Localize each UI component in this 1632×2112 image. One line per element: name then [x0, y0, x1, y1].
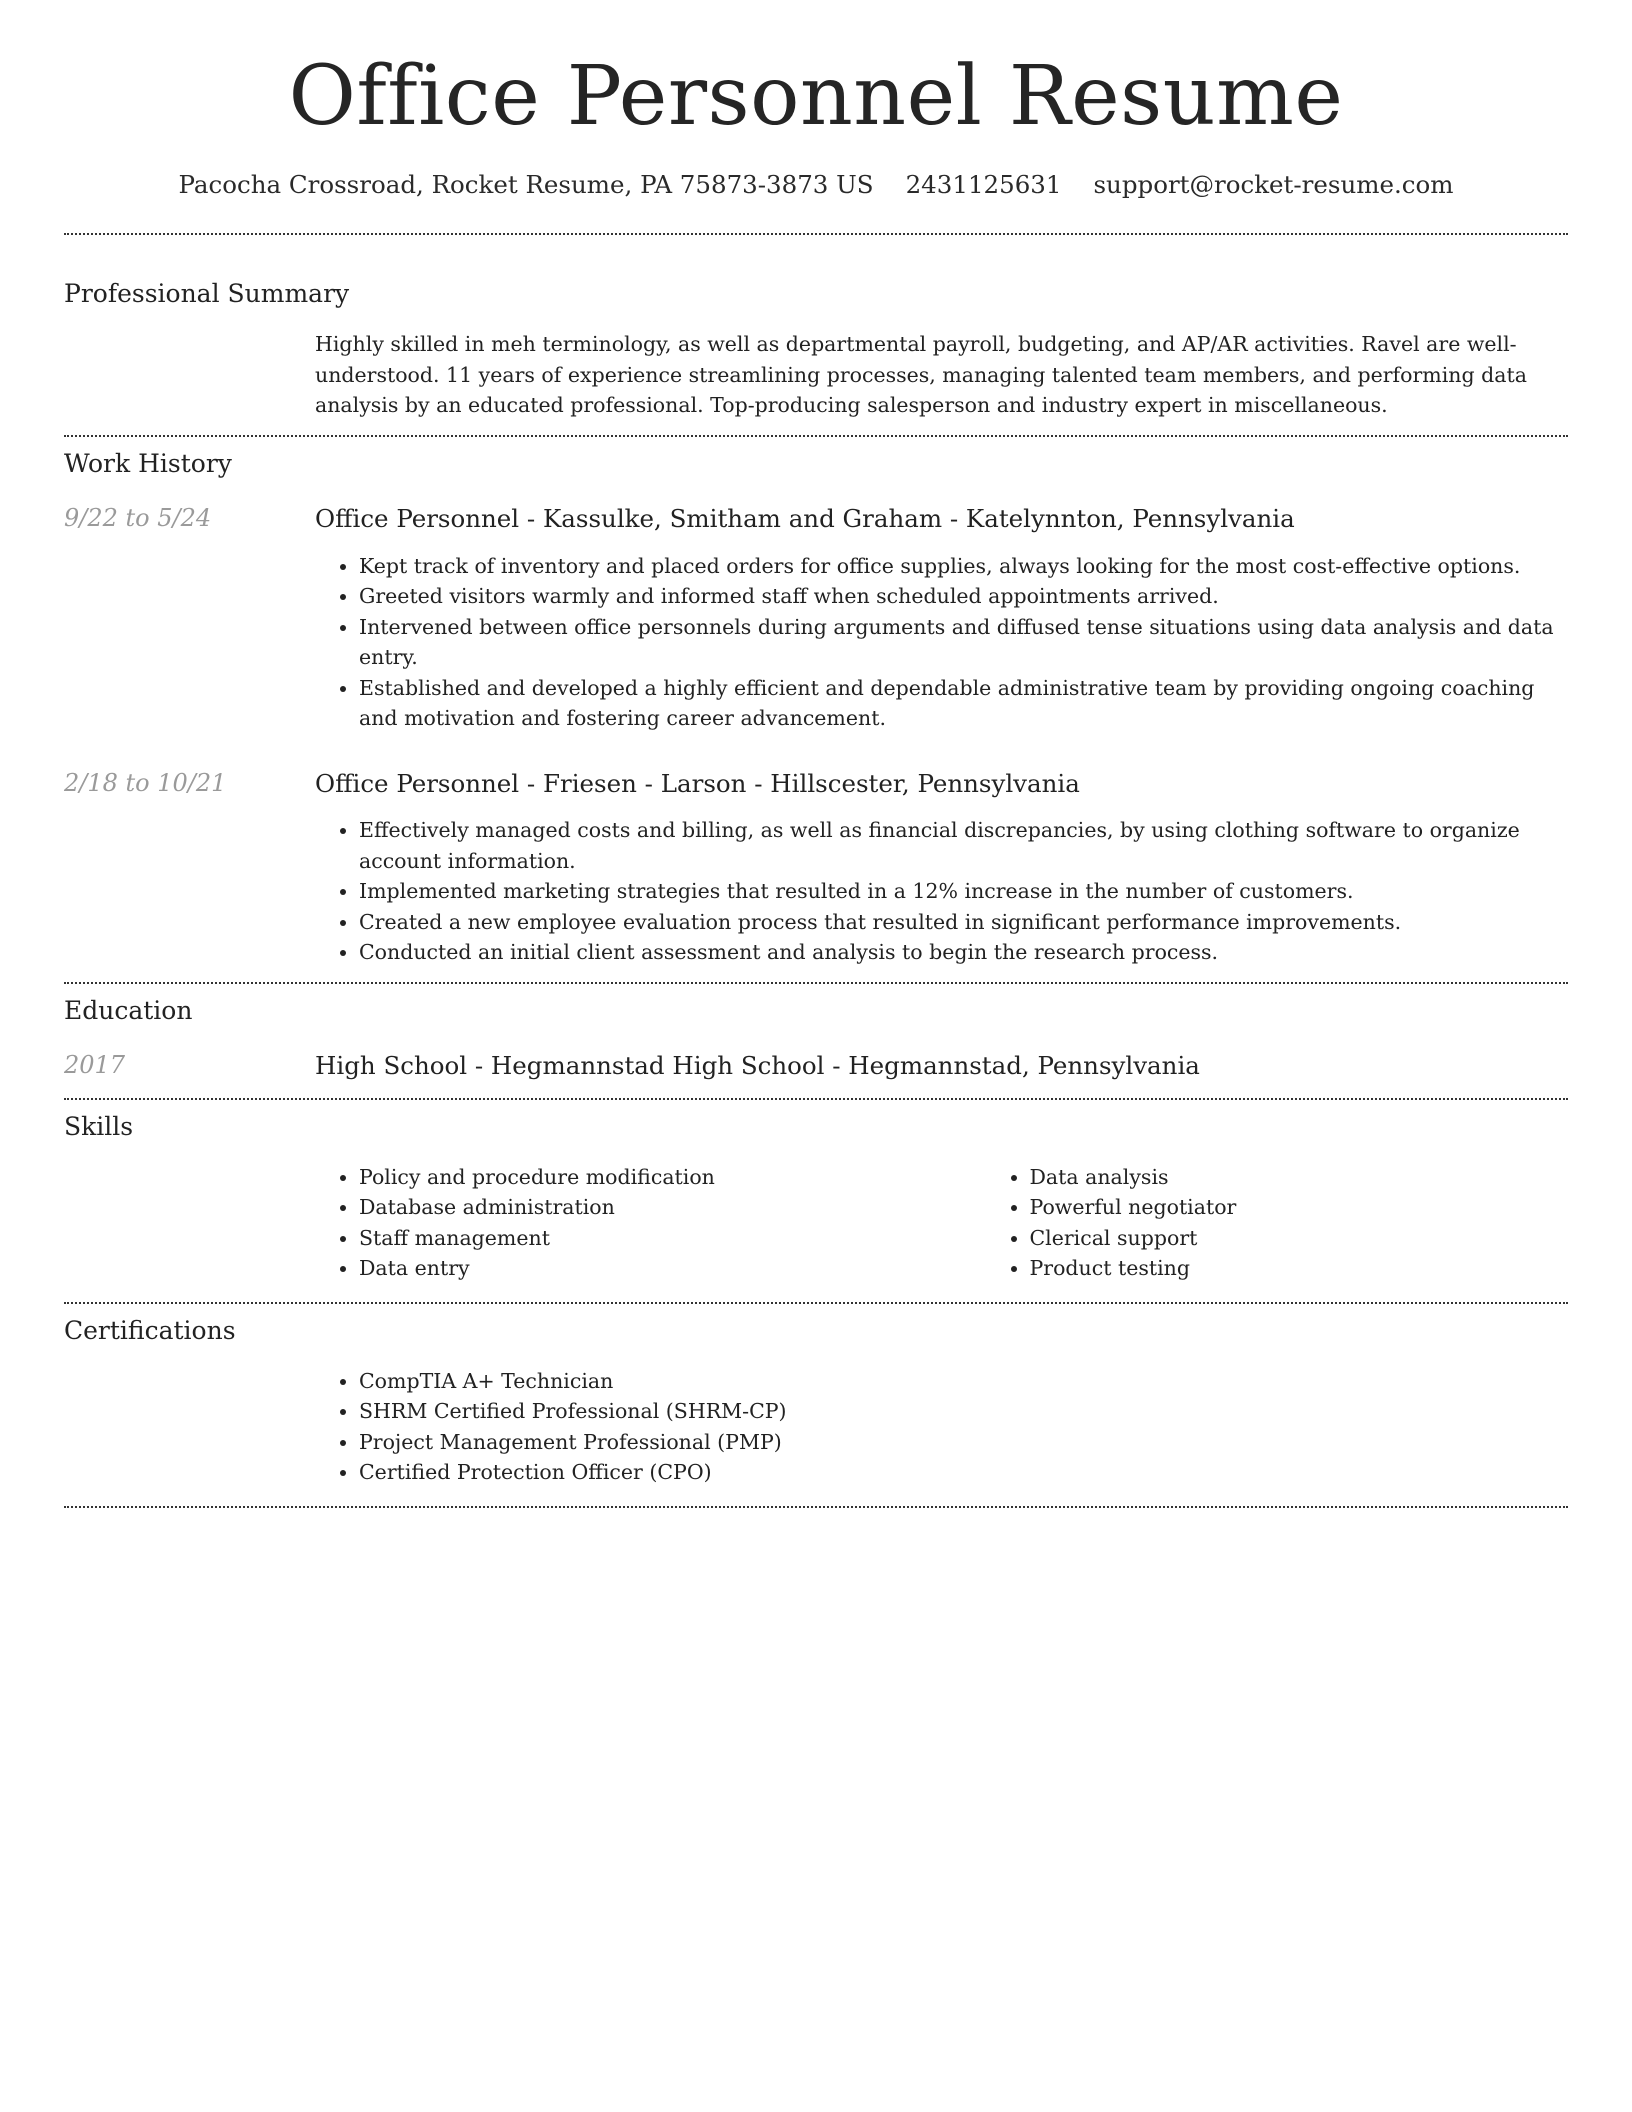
contact-line	[64, 170, 1568, 199]
summary-title: Professional Summary	[64, 279, 350, 309]
job-bullet: • Kept track of inventory and placed orders for office supplies, always looking for the most cost-effective options.	[359, 551, 1568, 582]
summary-section	[64, 235, 1568, 421]
summary-text: Highly skilled in meh terminology, as well as departmental payroll, budgeting, and AP/AR activities. Ravel are well-understood. 11 years of experience streamlining processes, managing talented team members, and performing data analysis by an educated professional. Top-producing salesperson and industry expert in miscellaneous.	[315, 332, 1527, 418]
job-bullet: • Created a new employee evaluation process that resulted in significant performance improvements.	[359, 907, 1568, 938]
resume-name: Office Personnel Resume	[288, 49, 1344, 144]
job-dates: 9/22 to 5/24	[64, 503, 212, 532]
certifications-body	[315, 1366, 1568, 1488]
job-dates: 2/18 to 10/21	[64, 768, 227, 797]
job-bullet: • Established and developed a highly efficient and dependable administrative team by providing ongoing coaching and motivation and fostering career advancement.	[359, 673, 1568, 734]
education-entry	[64, 1050, 1568, 1082]
skill-item: • Product testing	[1030, 1253, 1632, 1284]
certification-item: • CompTIA A+ Technician	[359, 1366, 1568, 1397]
certifications-left-spacer	[64, 1366, 315, 1488]
education-details	[315, 1050, 1568, 1082]
skill-item: • Data entry	[359, 1253, 986, 1284]
job-bullets	[315, 551, 1568, 734]
summary-row	[64, 329, 1568, 421]
job-details	[315, 503, 1568, 734]
skills-list-right	[986, 1162, 1632, 1284]
skill-item: • Data analysis	[1030, 1162, 1632, 1193]
certifications-divider	[64, 1506, 1568, 1508]
skill-item: • Clerical support	[1030, 1223, 1632, 1254]
education-heading: High School - Hegmannstad High School - Hegmannstad, Pennsylvania	[315, 1050, 1200, 1080]
education-year: 2017	[64, 1050, 126, 1079]
job-bullets	[315, 815, 1568, 968]
job-heading: Office Personnel - Kassulke, Smitham and Graham - Katelynnton, Pennsylvania	[315, 503, 1295, 533]
job-bullet: • Effectively managed costs and billing, as well as financial discrepancies, by using clothing software to organize account information.	[359, 815, 1568, 876]
skills-row	[64, 1162, 1568, 1284]
job-bullet: • Greeted visitors warmly and informed staff when scheduled appointments arrived.	[359, 581, 1568, 612]
certification-item: • SHRM Certified Professional (SHRM-CP)	[359, 1396, 1568, 1427]
contact-phone: 2431125631	[905, 170, 1062, 200]
work-history-title: Work History	[64, 448, 232, 478]
skills-title: Skills	[64, 1111, 134, 1141]
skill-item: • Powerful negotiator	[1030, 1192, 1632, 1223]
skills-list-left	[315, 1162, 986, 1284]
job-bullet: • Conducted an initial client assessment and analysis to begin the research process.	[359, 937, 1568, 968]
contact-address: Pacocha Crossroad, Rocket Resume, PA 75873-3873 US	[178, 170, 874, 200]
summary-left-spacer	[64, 329, 315, 421]
skills-grid	[315, 1162, 1568, 1284]
certifications-row	[64, 1366, 1568, 1488]
resume-header	[64, 0, 1568, 199]
contact-email: support@rocket-resume.com	[1093, 170, 1454, 200]
certification-item: • Project Management Professional (PMP)	[359, 1427, 1568, 1458]
skills-left-spacer	[64, 1162, 315, 1284]
skill-item: • Staff management	[359, 1223, 986, 1254]
job-entry	[64, 768, 1568, 968]
certifications-list	[315, 1366, 1568, 1488]
job-details	[315, 768, 1568, 968]
certification-item: • Certified Protection Officer (CPO)	[359, 1457, 1568, 1488]
certifications-title: Certifications	[64, 1315, 236, 1345]
work-history-section	[64, 437, 1568, 968]
skill-item: • Database administration	[359, 1192, 986, 1223]
education-section	[64, 984, 1568, 1082]
summary-body	[315, 329, 1568, 421]
education-title: Education	[64, 995, 193, 1025]
job-heading: Office Personnel - Friesen - Larson - Hillscester, Pennsylvania	[315, 768, 1080, 798]
skills-section	[64, 1100, 1568, 1284]
job-bullet: • Implemented marketing strategies that resulted in a 12% increase in the number of customers.	[359, 876, 1568, 907]
job-entry	[64, 503, 1568, 734]
certifications-section	[64, 1304, 1568, 1488]
skill-item: • Policy and procedure modification	[359, 1162, 986, 1193]
job-bullet: • Intervened between office personnels during arguments and diffused tense situations using data analysis and data entry.	[359, 612, 1568, 673]
